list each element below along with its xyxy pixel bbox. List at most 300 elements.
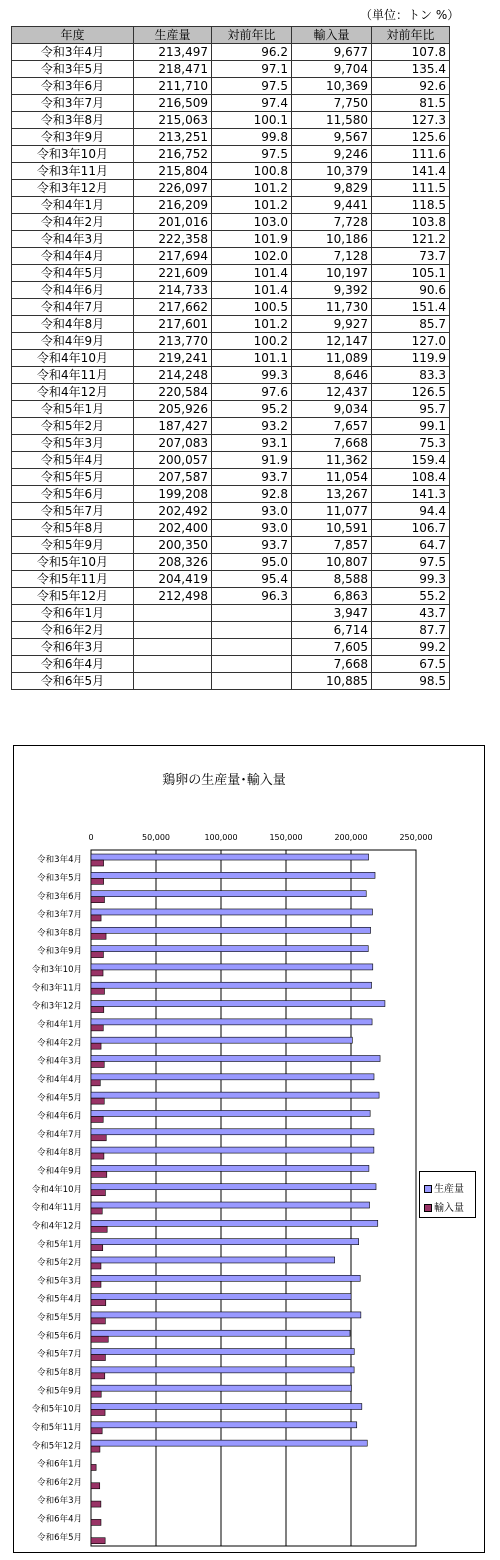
bar-production — [91, 1129, 374, 1135]
cell-production-yoy: 93.2 — [212, 418, 292, 435]
table-row — [12, 554, 450, 571]
bar-imports — [91, 897, 104, 903]
cell-imports-yoy: 151.4 — [372, 299, 450, 316]
cell-production-yoy: 91.9 — [212, 452, 292, 469]
y-category-label: 令和3年12月 — [31, 1001, 82, 1012]
cell-production: 213,251 — [134, 129, 212, 146]
cell-imports-yoy: 43.7 — [372, 605, 450, 622]
table-row — [12, 605, 450, 622]
cell-period: 令和4年12月 — [12, 384, 134, 401]
bar-imports — [91, 1483, 100, 1489]
cell-production: 207,083 — [134, 435, 212, 452]
bar-production — [91, 909, 372, 915]
cell-period: 令和5年11月 — [12, 571, 134, 588]
cell-production: 187,427 — [134, 418, 212, 435]
cell-production: 199,208 — [134, 486, 212, 503]
y-category-label: 令和3年10月 — [31, 965, 82, 976]
table-row — [12, 112, 450, 129]
bar-imports — [91, 952, 103, 958]
y-category-label: 令和5年7月 — [37, 1349, 82, 1360]
table-row — [12, 520, 450, 537]
cell-period: 令和3年9月 — [12, 129, 134, 146]
cell-period: 令和4年9月 — [12, 333, 134, 350]
cell-imports: 9,927 — [292, 316, 372, 333]
cell-imports-yoy: 111.6 — [372, 146, 450, 163]
bar-production — [91, 1367, 354, 1373]
cell-imports-yoy: 159.4 — [372, 452, 450, 469]
cell-period: 令和5年1月 — [12, 401, 134, 418]
cell-imports-yoy: 55.2 — [372, 588, 450, 605]
unit-note: （単位：トン %） — [360, 8, 460, 22]
cell-production: 216,509 — [134, 95, 212, 112]
bar-imports — [91, 878, 104, 884]
table-row — [12, 367, 450, 384]
cell-period: 令和5年5月 — [12, 469, 134, 486]
bar-imports — [91, 1116, 103, 1122]
bar-imports — [91, 970, 103, 976]
legend-label-production: 生産量 — [434, 1184, 464, 1195]
cell-production-yoy: 96.3 — [212, 588, 292, 605]
cell-production — [134, 656, 212, 673]
cell-production: 200,057 — [134, 452, 212, 469]
table-row — [12, 214, 450, 231]
y-category-label: 令和5年4月 — [37, 1294, 82, 1305]
table-row — [12, 95, 450, 112]
bar-production — [91, 1165, 369, 1171]
cell-imports-yoy: 81.5 — [372, 95, 450, 112]
cell-imports-yoy: 87.7 — [372, 622, 450, 639]
cell-imports-yoy: 75.3 — [372, 435, 450, 452]
bar-production — [91, 946, 368, 952]
cell-imports-yoy: 97.5 — [372, 554, 450, 571]
y-category-label: 令和5年5月 — [37, 1313, 82, 1324]
cell-imports: 9,246 — [292, 146, 372, 163]
cell-imports: 9,034 — [292, 401, 372, 418]
bar-production — [91, 1349, 354, 1355]
bar-production — [91, 1001, 385, 1007]
cell-imports-yoy: 99.1 — [372, 418, 450, 435]
x-tick-label: 200,000 — [334, 833, 368, 842]
cell-imports: 10,885 — [292, 673, 372, 690]
cell-production-yoy — [212, 656, 292, 673]
legend-swatch-production — [424, 1185, 432, 1193]
y-category-label: 令和4年6月 — [37, 1111, 82, 1122]
cell-imports: 10,186 — [292, 231, 372, 248]
bar-production — [91, 1294, 351, 1300]
cell-imports: 10,807 — [292, 554, 372, 571]
bar-imports — [91, 1318, 105, 1324]
bar-production — [91, 854, 369, 860]
cell-period: 令和3年4月 — [12, 44, 134, 61]
cell-production: 201,016 — [134, 214, 212, 231]
cell-production: 213,497 — [134, 44, 212, 61]
table-row — [12, 316, 450, 333]
cell-imports: 9,829 — [292, 180, 372, 197]
cell-imports-yoy: 111.5 — [372, 180, 450, 197]
cell-production-yoy: 100.8 — [212, 163, 292, 180]
cell-imports-yoy: 106.7 — [372, 520, 450, 537]
cell-production: 218,471 — [134, 61, 212, 78]
bar-production — [91, 964, 373, 970]
table-row — [12, 44, 450, 61]
cell-period: 令和5年2月 — [12, 418, 134, 435]
cell-period: 令和3年12月 — [12, 180, 134, 197]
y-axis-categories — [32, 854, 82, 1543]
bar-imports — [91, 1062, 104, 1068]
cell-imports-yoy: 108.4 — [372, 469, 450, 486]
legend-item-imports — [424, 1199, 464, 1214]
cell-production-yoy: 101.1 — [212, 350, 292, 367]
header-period: 年度 — [12, 27, 134, 44]
cell-imports-yoy: 64.7 — [372, 537, 450, 554]
cell-production-yoy: 102.0 — [212, 248, 292, 265]
cell-production: 222,358 — [134, 231, 212, 248]
y-category-label: 令和6年1月 — [37, 1459, 82, 1470]
cell-imports-yoy: 95.7 — [372, 401, 450, 418]
cell-production-yoy: 93.0 — [212, 503, 292, 520]
cell-production-yoy — [212, 605, 292, 622]
cell-production: 220,584 — [134, 384, 212, 401]
bar-imports — [91, 988, 104, 994]
cell-production-yoy: 101.2 — [212, 197, 292, 214]
cell-period: 令和4年2月 — [12, 214, 134, 231]
cell-period: 令和6年2月 — [12, 622, 134, 639]
bar-production — [91, 1330, 350, 1336]
cell-imports: 11,580 — [292, 112, 372, 129]
bar-imports — [91, 1281, 101, 1287]
bar-production — [91, 1019, 372, 1025]
cell-production-yoy: 101.9 — [212, 231, 292, 248]
cell-imports: 11,730 — [292, 299, 372, 316]
y-category-label: 令和4年12月 — [31, 1221, 82, 1232]
cell-production-yoy: 93.7 — [212, 537, 292, 554]
table-row — [12, 78, 450, 95]
cell-imports: 9,677 — [292, 44, 372, 61]
cell-production-yoy: 93.0 — [212, 520, 292, 537]
cell-production — [134, 605, 212, 622]
cell-production-yoy: 101.2 — [212, 180, 292, 197]
table-row — [12, 537, 450, 554]
table-row — [12, 486, 450, 503]
cell-production: 200,350 — [134, 537, 212, 554]
cell-period: 令和5年12月 — [12, 588, 134, 605]
y-category-label: 令和5年1月 — [37, 1239, 82, 1250]
cell-production — [134, 639, 212, 656]
bar-production — [91, 1202, 370, 1208]
table-row — [12, 299, 450, 316]
cell-production: 215,804 — [134, 163, 212, 180]
table-row — [12, 265, 450, 282]
bar-production — [91, 1147, 374, 1153]
cell-imports: 12,147 — [292, 333, 372, 350]
cell-period: 令和3年5月 — [12, 61, 134, 78]
cell-production: 217,601 — [134, 316, 212, 333]
cell-imports-yoy: 99.3 — [372, 571, 450, 588]
cell-period: 令和4年10月 — [12, 350, 134, 367]
y-category-label: 令和4年5月 — [37, 1093, 82, 1104]
cell-imports-yoy: 126.5 — [372, 384, 450, 401]
cell-production: 205,926 — [134, 401, 212, 418]
y-category-label: 令和6年3月 — [37, 1496, 82, 1507]
bar-imports — [91, 1446, 100, 1452]
cell-imports-yoy: 118.5 — [372, 197, 450, 214]
cell-imports-yoy: 99.2 — [372, 639, 450, 656]
bar-imports — [91, 1007, 104, 1013]
bar-imports — [91, 1245, 103, 1251]
cell-period: 令和5年6月 — [12, 486, 134, 503]
cell-imports-yoy: 119.9 — [372, 350, 450, 367]
y-category-label: 令和5年3月 — [37, 1276, 82, 1287]
bar-production — [91, 1092, 379, 1098]
cell-imports: 11,054 — [292, 469, 372, 486]
bar-production — [91, 1037, 352, 1043]
bar-imports — [91, 1263, 101, 1269]
bar-production — [91, 1110, 370, 1116]
table-row — [12, 384, 450, 401]
cell-imports: 3,947 — [292, 605, 372, 622]
bar-imports — [91, 1410, 105, 1416]
cell-imports: 7,668 — [292, 435, 372, 452]
table-row — [12, 401, 450, 418]
cell-imports: 9,567 — [292, 129, 372, 146]
table-row — [12, 231, 450, 248]
y-category-label: 令和4年8月 — [37, 1148, 82, 1159]
data-table — [11, 26, 450, 690]
cell-period: 令和6年4月 — [12, 656, 134, 673]
bar-production — [91, 982, 372, 988]
bar-imports — [91, 1171, 107, 1177]
cell-production: 214,248 — [134, 367, 212, 384]
bar-production — [91, 1257, 335, 1263]
cell-period: 令和3年8月 — [12, 112, 134, 129]
cell-imports: 7,728 — [292, 214, 372, 231]
cell-period: 令和5年7月 — [12, 503, 134, 520]
cell-imports: 9,704 — [292, 61, 372, 78]
cell-production: 217,662 — [134, 299, 212, 316]
bar-production — [91, 1239, 359, 1245]
cell-period: 令和6年5月 — [12, 673, 134, 690]
table-row — [12, 129, 450, 146]
bar-production — [91, 1404, 362, 1410]
cell-imports: 10,369 — [292, 78, 372, 95]
cell-production: 221,609 — [134, 265, 212, 282]
cell-imports: 6,714 — [292, 622, 372, 639]
cell-production-yoy: 97.6 — [212, 384, 292, 401]
table-row — [12, 350, 450, 367]
cell-imports-yoy: 105.1 — [372, 265, 450, 282]
cell-period: 令和5年4月 — [12, 452, 134, 469]
bar-imports — [91, 1300, 106, 1306]
bar-imports — [91, 1025, 103, 1031]
bar-production — [91, 1385, 351, 1391]
legend-label-imports: 輸入量 — [434, 1203, 464, 1214]
header-production: 生産量 — [134, 27, 212, 44]
cell-period: 令和5年8月 — [12, 520, 134, 537]
cell-production-yoy: 99.3 — [212, 367, 292, 384]
cell-imports-yoy: 141.4 — [372, 163, 450, 180]
bar-imports — [91, 860, 104, 866]
y-category-label: 令和4年11月 — [31, 1203, 82, 1214]
bar-imports — [91, 1226, 107, 1232]
cell-production-yoy — [212, 639, 292, 656]
cell-production-yoy: 95.4 — [212, 571, 292, 588]
cell-period: 令和5年3月 — [12, 435, 134, 452]
cell-production-yoy: 95.2 — [212, 401, 292, 418]
cell-imports-yoy: 67.5 — [372, 656, 450, 673]
bar-imports — [91, 1336, 108, 1342]
cell-period: 令和4年4月 — [12, 248, 134, 265]
cell-imports-yoy: 127.0 — [372, 333, 450, 350]
cell-imports: 7,657 — [292, 418, 372, 435]
bar-production — [91, 927, 371, 933]
y-category-label: 令和6年2月 — [37, 1477, 82, 1488]
table-row — [12, 503, 450, 520]
bar-imports — [91, 1373, 105, 1379]
bar-imports — [91, 1355, 105, 1361]
cell-period: 令和3年7月 — [12, 95, 134, 112]
cell-production-yoy: 93.1 — [212, 435, 292, 452]
y-category-label: 令和6年5月 — [37, 1532, 82, 1543]
table-row — [12, 146, 450, 163]
cell-period: 令和3年11月 — [12, 163, 134, 180]
cell-imports: 6,863 — [292, 588, 372, 605]
bar-production — [91, 1220, 378, 1226]
cell-production-yoy: 101.4 — [212, 282, 292, 299]
cell-production-yoy: 96.2 — [212, 44, 292, 61]
cell-imports: 9,441 — [292, 197, 372, 214]
y-category-label: 令和4年3月 — [37, 1056, 82, 1067]
x-axis-ticks — [88, 833, 432, 842]
bar-imports — [91, 1391, 101, 1397]
y-category-label: 令和4年10月 — [31, 1184, 82, 1195]
cell-imports-yoy: 107.8 — [372, 44, 450, 61]
cell-imports-yoy: 121.2 — [372, 231, 450, 248]
table-row — [12, 333, 450, 350]
y-category-label: 令和4年4月 — [37, 1074, 82, 1085]
cell-production: 211,710 — [134, 78, 212, 95]
cell-production-yoy: 97.1 — [212, 61, 292, 78]
bar-imports — [91, 1043, 101, 1049]
y-category-label: 令和5年10月 — [31, 1404, 82, 1415]
cell-imports: 7,128 — [292, 248, 372, 265]
table-row — [12, 197, 450, 214]
table-row — [12, 622, 450, 639]
x-tick-label: 250,000 — [399, 833, 433, 842]
bar-imports — [91, 933, 106, 939]
bar-production — [91, 1184, 376, 1190]
table-row — [12, 180, 450, 197]
table-row — [12, 588, 450, 605]
bar-production — [91, 1056, 380, 1062]
bar-imports — [91, 1208, 102, 1214]
bar-imports — [91, 915, 101, 921]
cell-imports: 12,437 — [292, 384, 372, 401]
cell-production: 219,241 — [134, 350, 212, 367]
bar-production — [91, 1312, 361, 1318]
bar-chart — [14, 746, 484, 1552]
bar-production — [91, 1440, 367, 1446]
cell-production-yoy: 101.4 — [212, 265, 292, 282]
table-row — [12, 435, 450, 452]
cell-period: 令和6年1月 — [12, 605, 134, 622]
cell-production-yoy: 92.8 — [212, 486, 292, 503]
cell-production: 226,097 — [134, 180, 212, 197]
table-row — [12, 639, 450, 656]
y-category-label: 令和5年12月 — [31, 1441, 82, 1452]
bar-imports — [91, 1080, 100, 1086]
cell-production: 215,063 — [134, 112, 212, 129]
cell-production: 213,770 — [134, 333, 212, 350]
cell-production-yoy: 100.1 — [212, 112, 292, 129]
cell-period: 令和4年1月 — [12, 197, 134, 214]
cell-period: 令和4年11月 — [12, 367, 134, 384]
table-row — [12, 469, 450, 486]
cell-production: 217,694 — [134, 248, 212, 265]
table-row — [12, 61, 450, 78]
bar-imports — [91, 1098, 104, 1104]
y-category-label: 令和4年7月 — [37, 1129, 82, 1140]
y-category-label: 令和3年5月 — [37, 873, 82, 884]
cell-production-yoy: 95.0 — [212, 554, 292, 571]
bar-production — [91, 1422, 357, 1428]
y-category-label: 令和4年1月 — [37, 1020, 82, 1030]
bar-production — [91, 872, 375, 878]
cell-imports-yoy: 103.8 — [372, 214, 450, 231]
cell-imports-yoy: 90.6 — [372, 282, 450, 299]
table-row — [12, 571, 450, 588]
cell-production: 202,492 — [134, 503, 212, 520]
cell-production: 202,400 — [134, 520, 212, 537]
cell-imports: 7,857 — [292, 537, 372, 554]
cell-imports-yoy: 85.7 — [372, 316, 450, 333]
cell-imports: 9,392 — [292, 282, 372, 299]
cell-production: 216,209 — [134, 197, 212, 214]
cell-imports-yoy: 98.5 — [372, 673, 450, 690]
x-tick-label: 50,000 — [142, 833, 170, 842]
cell-imports-yoy: 141.3 — [372, 486, 450, 503]
cell-production-yoy — [212, 673, 292, 690]
bar-imports — [91, 1519, 101, 1525]
cell-production: 208,326 — [134, 554, 212, 571]
cell-production-yoy — [212, 622, 292, 639]
cell-imports-yoy: 94.4 — [372, 503, 450, 520]
bar-production — [91, 891, 366, 897]
cell-production-yoy: 97.5 — [212, 146, 292, 163]
legend — [419, 1171, 476, 1218]
cell-imports: 11,362 — [292, 452, 372, 469]
header-imports-yoy: 対前年比 — [372, 27, 450, 44]
cell-imports: 10,197 — [292, 265, 372, 282]
cell-period: 令和4年8月 — [12, 316, 134, 333]
x-tick-label: 100,000 — [204, 833, 238, 842]
y-category-label: 令和3年9月 — [37, 946, 82, 957]
chart-title: 鶏卵の生産量･輸入量 — [162, 773, 286, 788]
y-category-label: 令和4年2月 — [37, 1038, 82, 1049]
cell-production-yoy: 97.5 — [212, 78, 292, 95]
y-category-label: 令和3年11月 — [31, 983, 82, 994]
y-category-label: 令和3年6月 — [37, 891, 82, 902]
cell-imports: 8,588 — [292, 571, 372, 588]
cell-production: 216,752 — [134, 146, 212, 163]
cell-imports-yoy: 135.4 — [372, 61, 450, 78]
table-row — [12, 673, 450, 690]
y-category-label: 令和3年4月 — [37, 855, 82, 866]
y-category-label: 令和5年11月 — [31, 1422, 82, 1433]
cell-production — [134, 673, 212, 690]
cell-imports-yoy: 127.3 — [372, 112, 450, 129]
bar-imports — [91, 1153, 104, 1159]
bar-imports — [91, 1190, 105, 1196]
